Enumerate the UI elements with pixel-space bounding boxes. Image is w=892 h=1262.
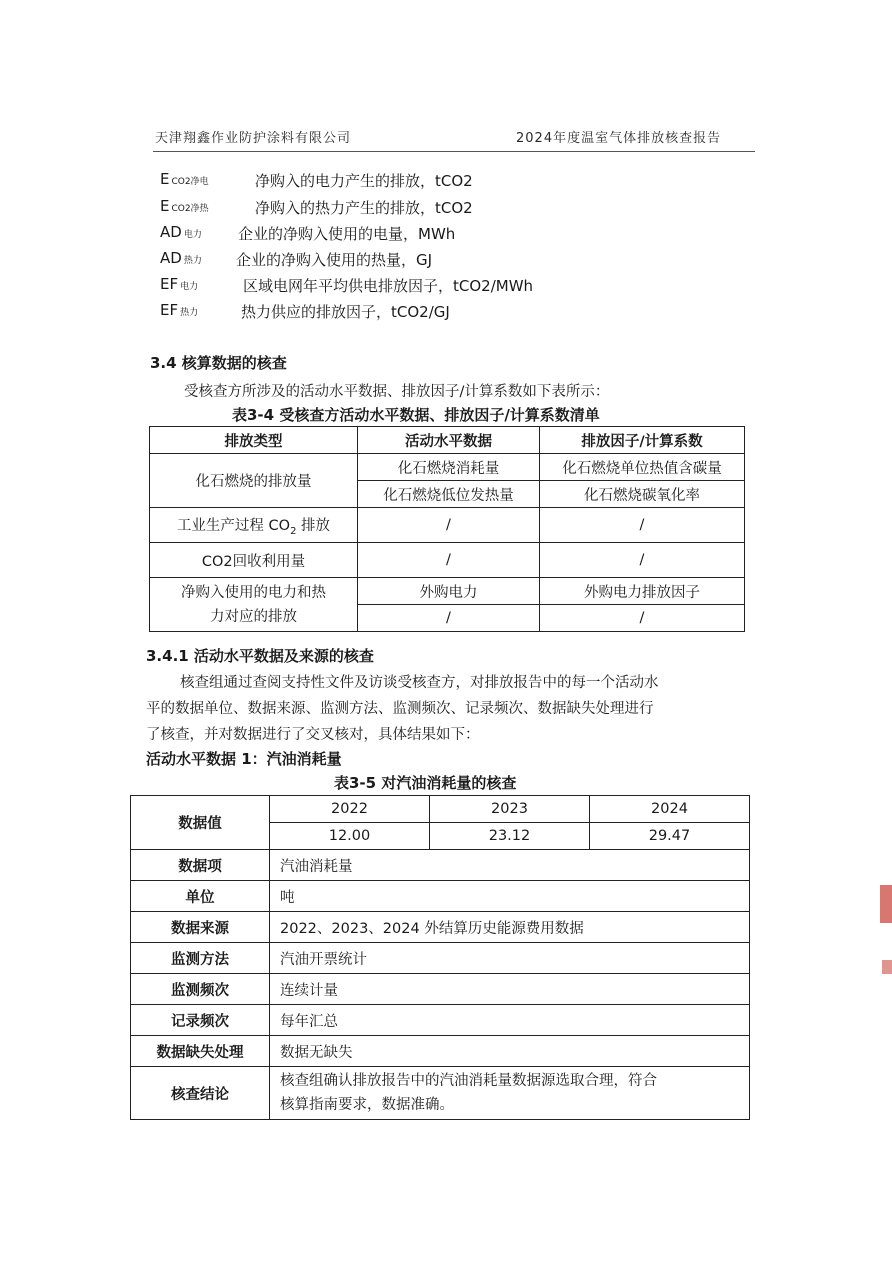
row-label: 数据来源 — [131, 912, 270, 943]
table-cell: CO2回收利用量 — [150, 543, 358, 578]
row-value: 汽油消耗量 — [270, 850, 750, 881]
cell-text: 力对应的排放 — [210, 608, 297, 625]
table-cell: / — [540, 508, 745, 543]
row-label: 数据项 — [131, 850, 270, 881]
year-cell: 2023 — [429, 796, 589, 823]
value-cell: 12.00 — [270, 823, 430, 850]
definition-row — [160, 197, 473, 217]
table-header-cell: 排放类型 — [150, 427, 358, 454]
definition-subscript: CO2净电 — [171, 177, 209, 187]
definition-text: 净购入的热力产生的排放，tCO2 — [255, 199, 473, 217]
table-row — [131, 943, 750, 974]
table-cell — [150, 578, 358, 632]
table-row — [131, 974, 750, 1005]
table-row — [131, 881, 750, 912]
year-cell: 2024 — [589, 796, 749, 823]
table-cell: 化石燃烧碳氧化率 — [540, 481, 745, 508]
definition-subscript: 热力 — [180, 308, 199, 318]
row-label: 数据值 — [131, 796, 270, 850]
definition-row — [160, 301, 450, 321]
row-value: 汽油开票统计 — [270, 943, 750, 974]
table-caption: 表3-4 受核查方活动水平数据、排放因子/计算系数清单 — [232, 406, 600, 424]
definition-row — [160, 275, 534, 295]
row-label: 监测频次 — [131, 974, 270, 1005]
table-row — [150, 543, 745, 578]
definition-symbol: AD — [160, 223, 182, 241]
definition-text: 净购入的电力产生的排放，tCO2 — [255, 172, 473, 190]
table-cell — [150, 508, 358, 543]
table-row — [150, 454, 745, 481]
table-cell: 外购电力排放因子 — [540, 578, 745, 605]
section-intro: 受核查方所涉及的活动水平数据、排放因子/计算系数如下表所示： — [184, 384, 610, 400]
table-header-cell: 排放因子/计算系数 — [540, 427, 745, 454]
table-cell: / — [540, 605, 745, 632]
definition-subscript: 电力 — [183, 230, 202, 240]
definition-text: 企业的净购入使用的电量，MWh — [238, 225, 456, 243]
table-cell: 外购电力 — [358, 578, 540, 605]
table-row — [131, 796, 750, 823]
row-value: 2022、2023、2024 外结算历史能源费用数据 — [270, 912, 750, 943]
definition-subscript: 热力 — [183, 256, 202, 266]
value-cell: 23.12 — [429, 823, 589, 850]
section-title: 3.4 核算数据的核查 — [150, 354, 287, 372]
seal-mark — [882, 960, 892, 974]
conclusion-line: 核算指南要求，数据准确。 — [280, 1097, 454, 1113]
definition-symbol: EF — [160, 275, 179, 293]
definition-text: 区域电网年平均供电排放因子，tCO2/MWh — [243, 277, 534, 295]
value-cell: 29.47 — [589, 823, 749, 850]
table-cell: 化石燃烧低位发热量 — [358, 481, 540, 508]
table-row — [131, 1067, 750, 1120]
table-cell: / — [540, 543, 745, 578]
conclusion-line: 核查组确认排放报告中的汽油消耗量数据源选取合理，符合 — [280, 1073, 657, 1089]
definition-subscript: 电力 — [180, 282, 199, 292]
row-label: 监测方法 — [131, 943, 270, 974]
cell-text: 排放 — [296, 517, 331, 534]
gasoline-check-table — [130, 795, 750, 1120]
table-cell: 化石燃烧消耗量 — [358, 454, 540, 481]
table-row — [150, 508, 745, 543]
header-report-title: 2024年度温室气体排放核查报告 — [516, 131, 722, 146]
table-caption: 表3-5 对汽油消耗量的核查 — [334, 774, 517, 792]
definition-row — [160, 223, 456, 243]
year-cell: 2022 — [270, 796, 430, 823]
definition-row — [160, 249, 433, 269]
definition-text: 热力供应的排放因子，tCO2/GJ — [241, 303, 450, 321]
row-label: 数据缺失处理 — [131, 1036, 270, 1067]
table-row — [131, 912, 750, 943]
table-cell: / — [358, 508, 540, 543]
table-header-cell: 活动水平数据 — [358, 427, 540, 454]
table-cell: 化石燃烧的排放量 — [150, 454, 358, 508]
cell-text: 工业生产过程 CO — [176, 517, 291, 534]
activity-data-table — [149, 426, 745, 632]
paragraph-line: 平的数据单位、数据来源、监测方法、监测频次、记录频次、数据缺失处理进行 — [146, 701, 654, 717]
cell-subscript: 2 — [290, 525, 297, 537]
definition-row — [160, 170, 473, 190]
table-cell: / — [358, 605, 540, 632]
definition-symbol: E — [160, 170, 170, 188]
table-row — [150, 578, 745, 605]
subsection-title: 3.4.1 活动水平数据及来源的核查 — [146, 647, 374, 665]
definition-text: 企业的净购入使用的热量，GJ — [236, 251, 433, 269]
header-divider — [153, 151, 755, 152]
table-row — [131, 1005, 750, 1036]
row-value: 连续计量 — [270, 974, 750, 1005]
row-label: 记录频次 — [131, 1005, 270, 1036]
row-value: 每年汇总 — [270, 1005, 750, 1036]
row-value — [270, 1067, 750, 1120]
row-label: 核查结论 — [131, 1067, 270, 1120]
paragraph-line: 了核查，并对数据进行了交叉核对，具体结果如下： — [146, 727, 480, 743]
table-header-row — [150, 427, 745, 454]
row-value: 吨 — [270, 881, 750, 912]
paragraph-line: 核查组通过查阅支持性文件及访谈受核查方，对排放报告中的每一个活动水 — [180, 675, 659, 691]
table-cell: 化石燃烧单位热值含碳量 — [540, 454, 745, 481]
table-row — [131, 1036, 750, 1067]
seal-mark — [880, 885, 892, 923]
definition-symbol: AD — [160, 249, 182, 267]
table-row — [131, 850, 750, 881]
cell-text: 净购入使用的电力和热 — [181, 584, 326, 601]
definition-subscript: CO2净热 — [171, 204, 209, 214]
table-cell: / — [358, 543, 540, 578]
row-label: 单位 — [131, 881, 270, 912]
definition-symbol: EF — [160, 301, 179, 319]
header-company: 天津翔鑫作业防护涂料有限公司 — [155, 131, 352, 146]
definition-symbol: E — [160, 197, 170, 215]
data-item-title: 活动水平数据 1：汽油消耗量 — [146, 750, 342, 768]
row-value: 数据无缺失 — [270, 1036, 750, 1067]
